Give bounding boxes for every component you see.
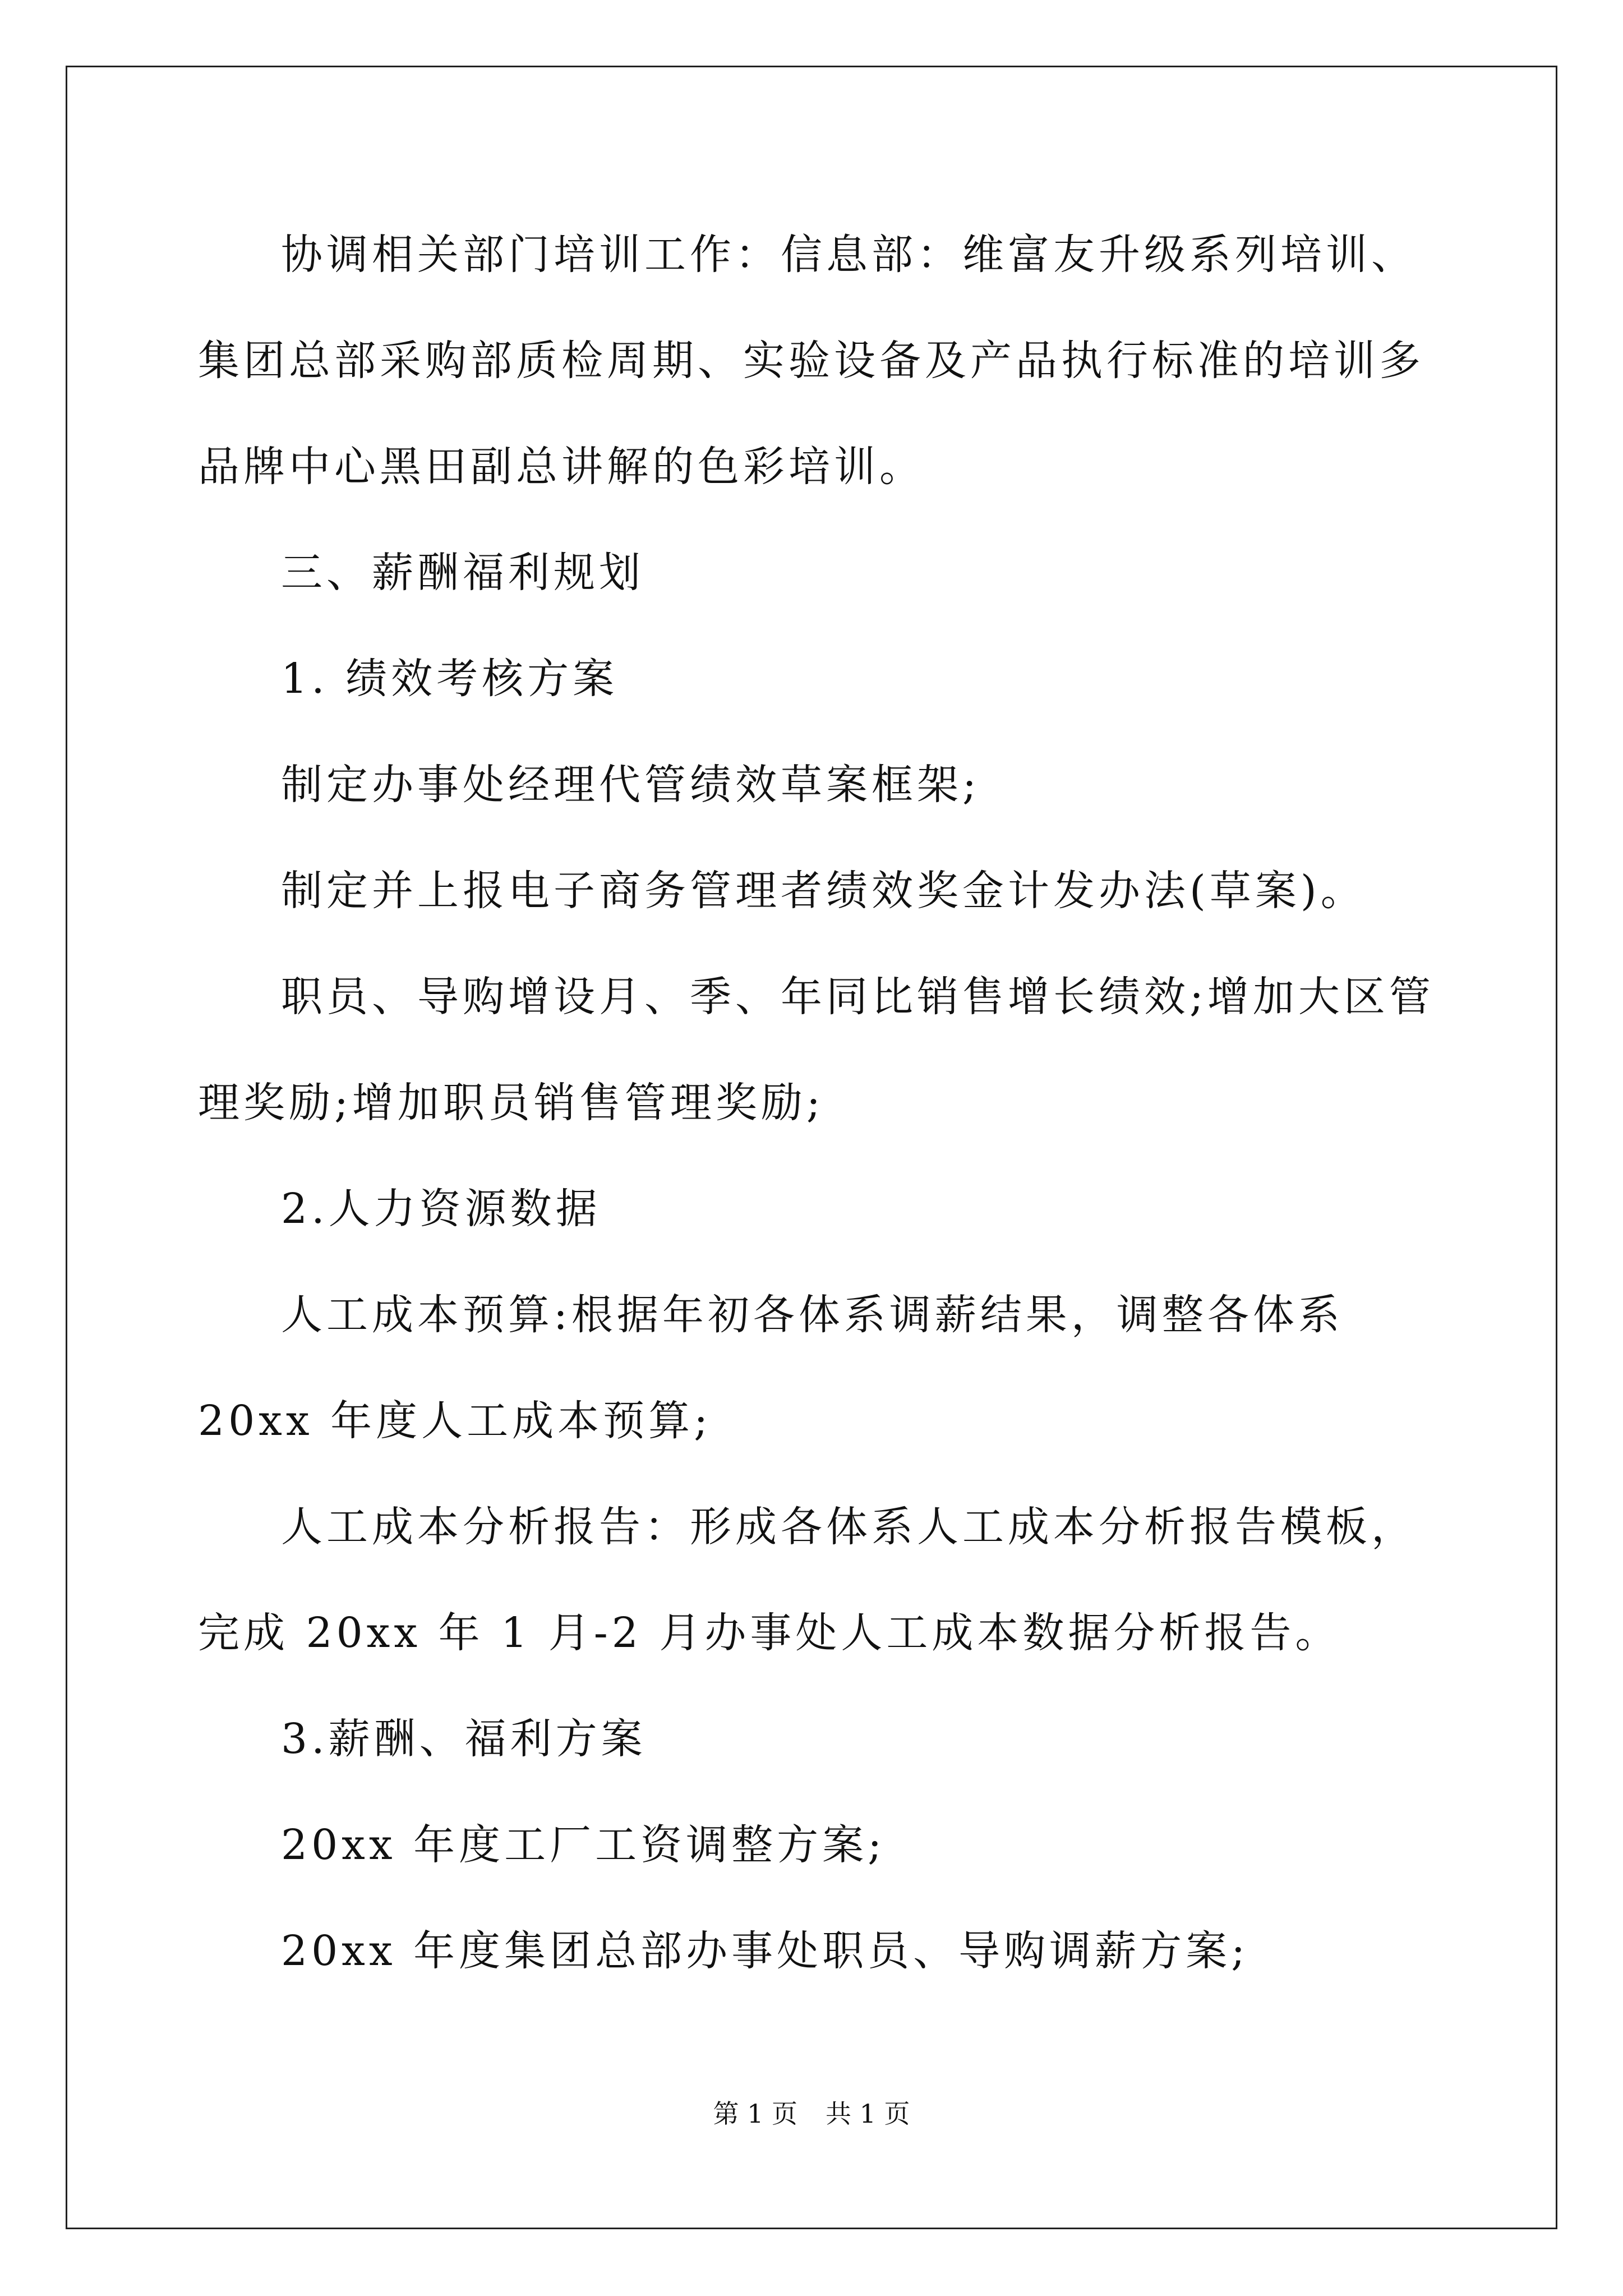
heading-compensation-planning: 三、薪酬福利规划 xyxy=(281,549,644,597)
heading-compensation-benefits: 3.薪酬、福利方案 xyxy=(281,1715,647,1763)
page-total: 共 1 页 xyxy=(826,2099,910,2129)
heading-performance-plan: 1. 绩效考核方案 xyxy=(281,655,619,703)
paragraph-factory-wage: 20xx 年度工厂工资调整方案; xyxy=(281,1821,886,1869)
paragraph-sales-growth: 职员、导购增设月、季、年同比销售增长绩效;增加大区管理奖励;增加职员销售管理奖励; xyxy=(198,973,1435,1127)
document-body xyxy=(198,202,1437,2004)
paragraph-ecommerce-bonus: 制定并上报电子商务管理者绩效奖金计发办法(草案)。 xyxy=(281,867,1366,915)
paragraph-labor-cost-report: 人工成本分析报告：形成各体系人工成本分析报告模板，完成 20xx 年 1 月-2 月办事处人工成本数据分析报告。 xyxy=(198,1503,1417,1657)
page-number: 第 1 页 xyxy=(713,2099,797,2129)
paragraph-labor-cost-budget: 人工成本预算:根据年初各体系调薪结果，调整各体系 20xx 年度人工成本预算; xyxy=(198,1291,1344,1445)
paragraph-office-manager-draft: 制定办事处经理代管绩效草案框架; xyxy=(281,761,980,809)
paragraph-hq-salary-adjust: 20xx 年度集团总部办事处职员、导购调薪方案; xyxy=(281,1927,1249,1975)
paragraph-training-coordination: 协调相关部门培训工作：信息部：维富友升级系列培训、集团总部采购部质检周期、实验设备及产品执行标准的培训多品牌中心黑田副总讲解的色彩培训。 xyxy=(198,231,1424,491)
heading-hr-data: 2.人力资源数据 xyxy=(281,1185,601,1233)
page-footer xyxy=(0,2097,1623,2131)
